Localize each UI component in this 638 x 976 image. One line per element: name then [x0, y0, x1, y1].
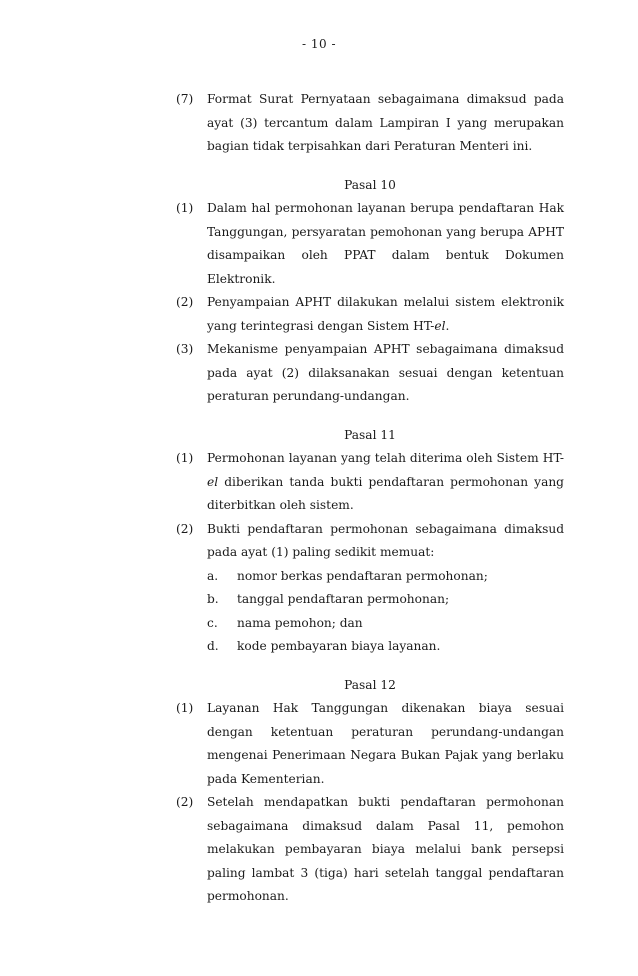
item-text — [207, 447, 564, 518]
sub-item — [207, 635, 564, 659]
pasal-10-title: Pasal 10 — [344, 177, 396, 192]
item-number: (2) — [176, 795, 194, 809]
item-text-italic: el — [434, 318, 446, 333]
item-text-part: Penyampaian APHT dilakukan melalui sistem elektronik yang terintegrasi dengan Sistem HT- — [207, 295, 564, 333]
item-number: (2) — [176, 295, 194, 309]
item-text: Setelah mendapatkan bukti pendaftaran permohonan sebagaimana dimaksud dalam Pasal 11, pemohon melakukan pembayaran biaya melalui bank persepsi paling lambat 3 (tiga) hari setelah tanggal pendaftaran permohonan. — [207, 795, 564, 903]
sub-item-text: nama pemohon; dan — [237, 615, 363, 630]
list-item — [176, 88, 564, 159]
item-number: (7) — [176, 92, 194, 106]
page-number: - 10 - — [301, 37, 336, 51]
list-item — [176, 518, 564, 659]
sub-item — [207, 588, 564, 612]
item-text: Format Surat Pernyataan sebagaimana dimaksud pada ayat (3) tercantum dalam Lampiran I yang merupakan bagian tidak terpisahkan dari Peraturan Menteri ini. — [207, 92, 564, 153]
item-text: Bukti pendaftaran permohonan sebagaimana dimaksud pada ayat (1) paling sedikit memuat: — [207, 521, 564, 559]
sub-item — [207, 612, 564, 636]
item-text-italic: el — [207, 474, 219, 489]
item-text-part: Permohonan layanan yang telah diterima oleh Sistem HT- — [207, 451, 564, 465]
sub-item-text: nomor berkas pendaftaran permohonan; — [237, 568, 488, 583]
item-number: (3) — [176, 342, 194, 356]
item-text: Layanan Hak Tanggungan dikenakan biaya sesuai dengan ketentuan peraturan perundang-undangan mengenai Penerimaan Negara Bukan Pajak yang berlaku pada Kementerian. — [207, 701, 564, 786]
item-number: (2) — [176, 521, 194, 536]
sub-item — [207, 565, 564, 589]
sub-item-letter: d. — [207, 639, 219, 653]
item-text-part: . — [445, 318, 450, 333]
sub-item-letter: b. — [207, 592, 219, 606]
pasal-12-title: Pasal 12 — [344, 677, 396, 692]
sub-item-text: kode pembayaran biaya layanan. — [237, 639, 441, 653]
document-body — [176, 88, 564, 909]
item-text: Mekanisme penyampaian APHT sebagaimana dimaksud pada ayat (2) dilaksanakan sesuai dengan ketentuan peraturan perundang-undangan. — [207, 342, 564, 403]
list-item — [176, 697, 564, 791]
pasal-11-title: Pasal 11 — [344, 427, 396, 442]
list-item — [176, 791, 564, 909]
sub-item-text: tanggal pendaftaran permohonan; — [237, 592, 450, 606]
item-text — [207, 291, 564, 338]
item-text-block — [207, 518, 564, 659]
list-item — [176, 197, 564, 291]
item-text: Dalam hal permohonan layanan berupa pendaftaran Hak Tanggungan, persyaratan pemohonan yang berupa APHT disampaikan oleh PPAT dalam bentuk Dokumen Elektronik. — [207, 201, 564, 286]
item-number: (1) — [176, 451, 194, 465]
list-item — [176, 291, 564, 338]
item-number: (1) — [176, 701, 194, 715]
list-item — [176, 338, 564, 409]
item-text-part: diberikan tanda bukti pendaftaran permohonan yang diterbitkan oleh sistem. — [207, 474, 564, 512]
item-number: (1) — [176, 201, 194, 215]
sub-item-letter: a. — [207, 568, 219, 583]
sub-item-letter: c. — [207, 615, 218, 630]
list-item — [176, 447, 564, 518]
